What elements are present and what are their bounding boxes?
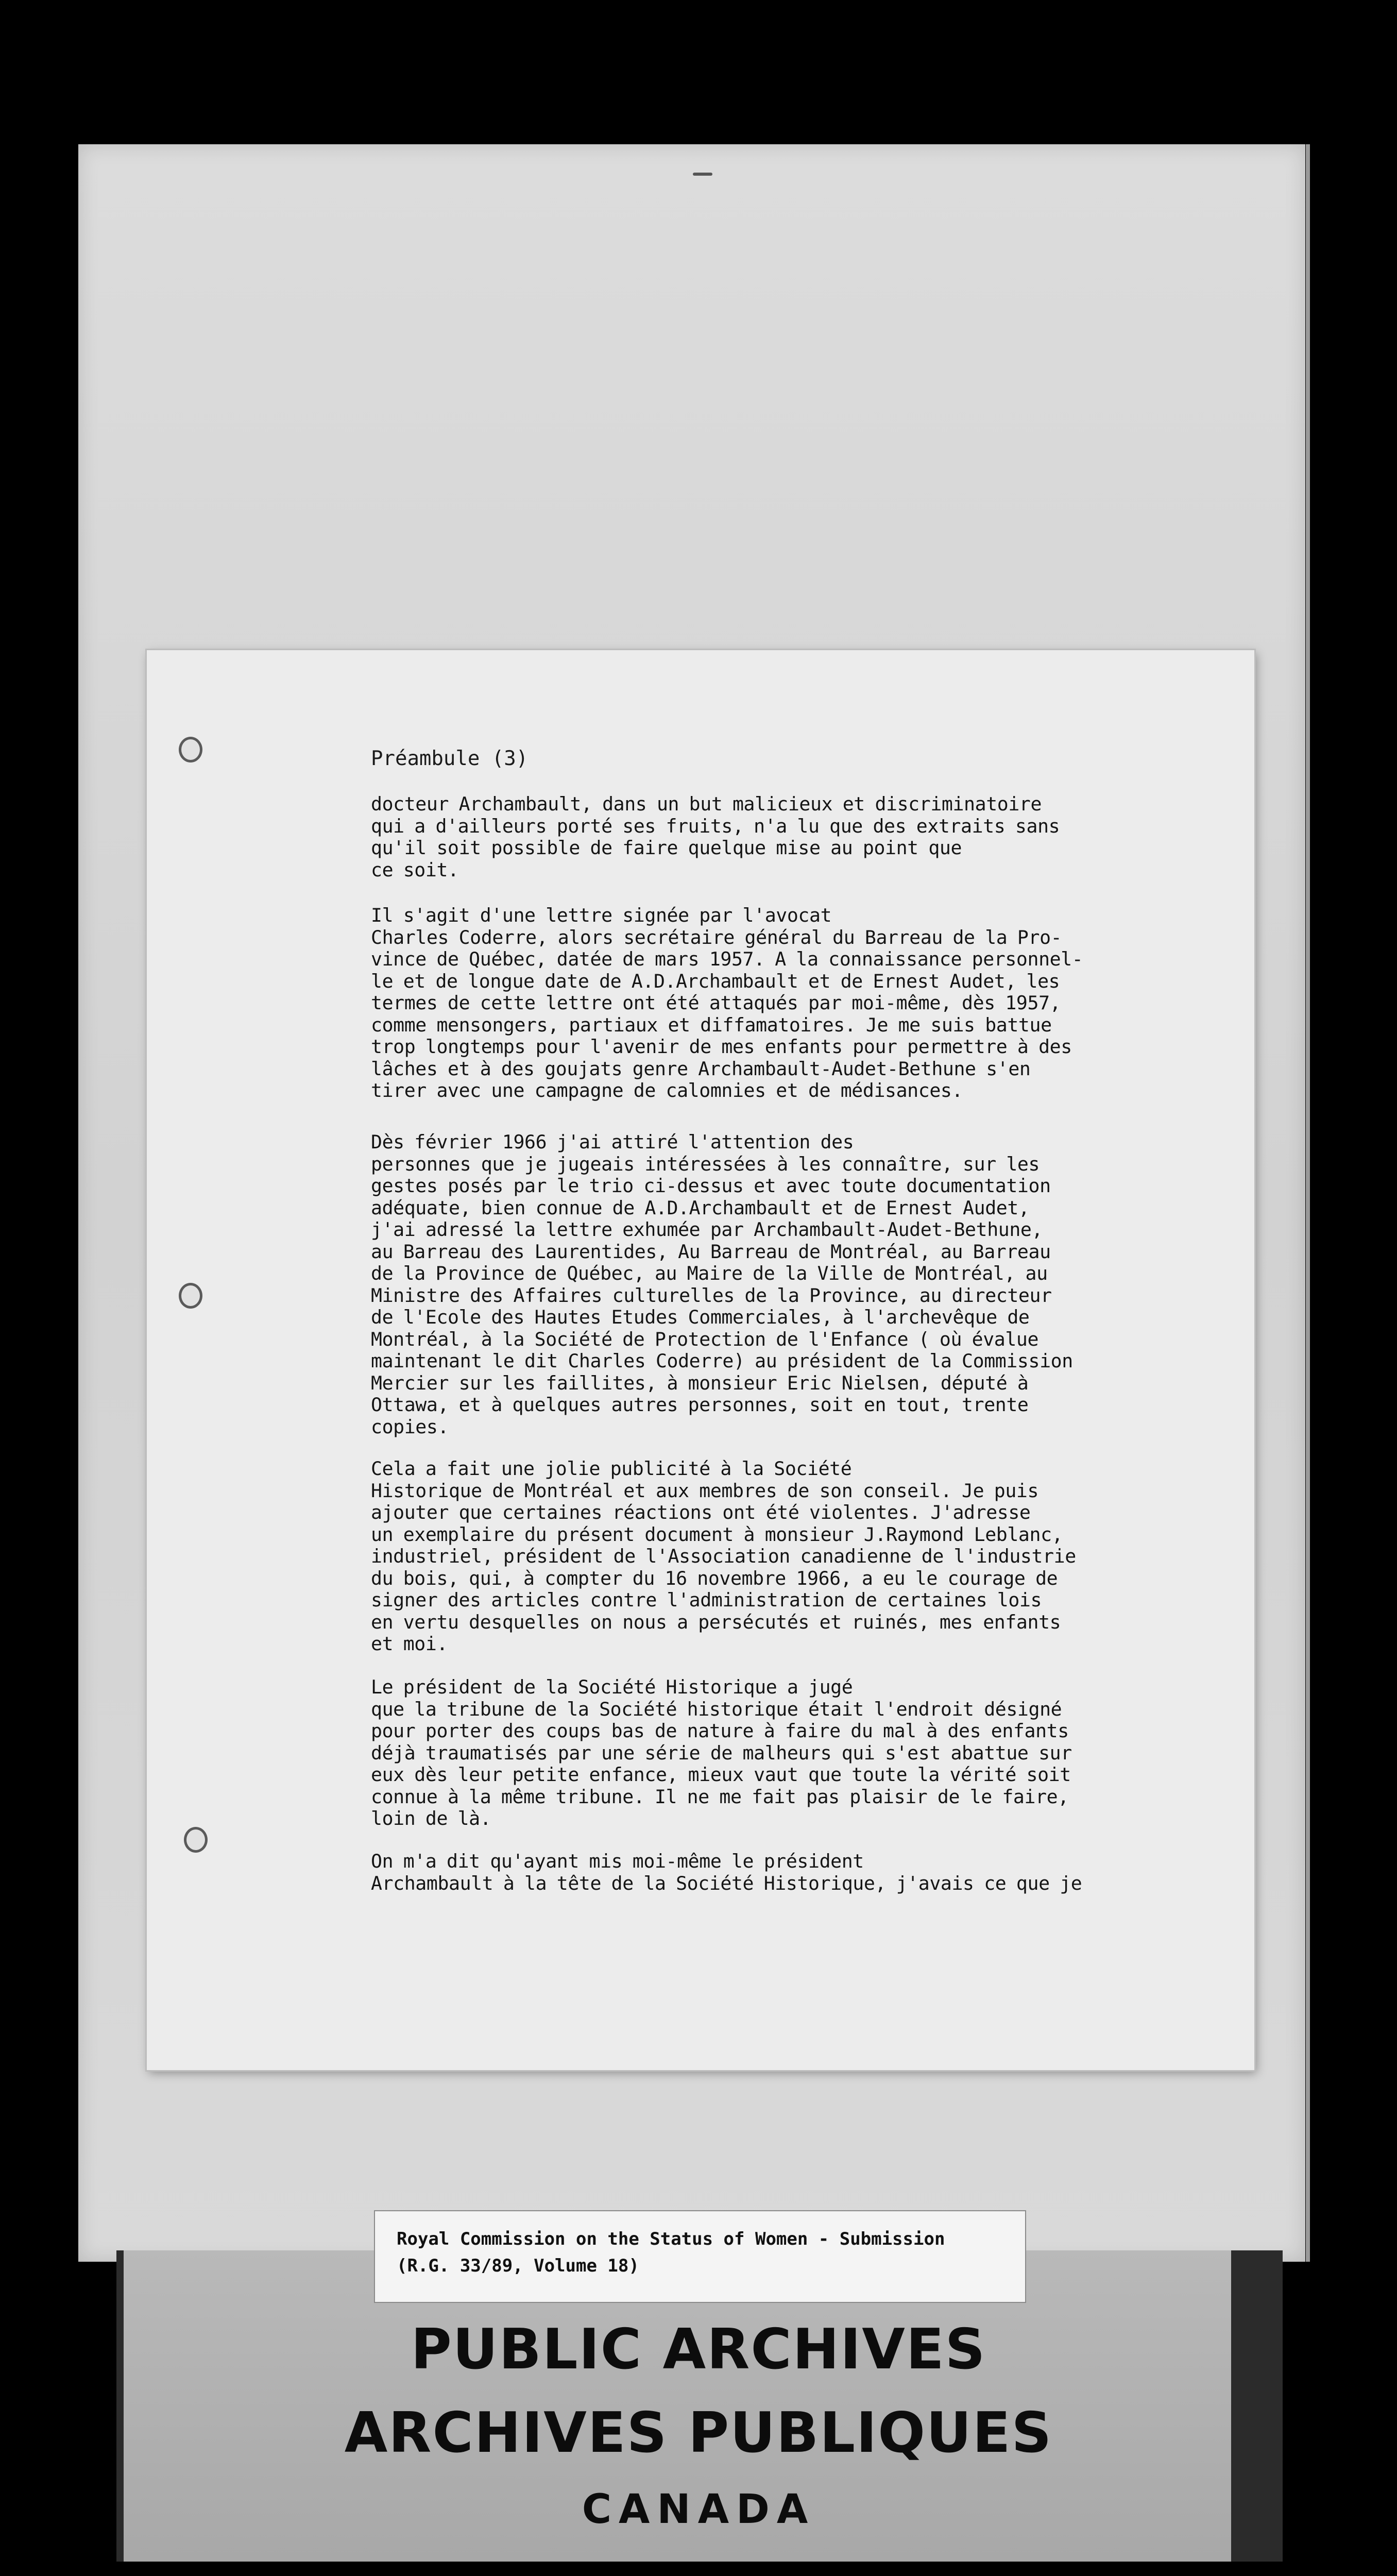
reference-label [375, 2211, 1025, 2302]
paragraph-5: Le président de la Société Historique a jugé que la tribune de la Société historique était l'endroit désigné pour porter des coups bas de nature à faire du mal à des enfants déjà traumatisés par une série de malheurs qui s'est abattue sur eux dès leur petite enfance, mieux vaut que toute la vérité soit connue à la même tribune. Il ne me fait pas plaisir de le faire, loin de là. [371, 1676, 1072, 1829]
punch-hole-middle [179, 1283, 202, 1309]
archives-line-country: CANADA [582, 2486, 815, 2533]
paragraph-6: On m'a dit qu'ayant mis moi-même le président Archambault à la tête de la Société Historique, j'avais ce que je [371, 1850, 1082, 1894]
archives-line-english: PUBLIC ARCHIVES [411, 2317, 986, 2382]
paragraph-1: docteur Archambault, dans un but malicieux et discriminatoire qui a d'ailleurs porté ses fruits, n'a lu que des extraits sans qu'il soit possible de faire quelque mise au point que ce soit. [371, 793, 1060, 881]
paragraph-3: Dès février 1966 j'ai attiré l'attention des personnes que je jugeais intéressées à les connaître, sur les gestes posés par le trio ci-dessus et avec toute documentation adéquate, bien connue de A.D.Archambault et de Ernest Audet, j'ai adressé la lettre exhumée par Archambault-Audet-Bethune, au Barreau des Laurentides, Au Barreau de Montréal, au Barreau de la Province de Québec, au Maire de la Ville de Montréal, au Ministre des Affaires culturelles de la Province, au directeur de l'Ecole des Hautes Etudes Commerciales, à l'archevêque de Montréal, à la Société de Protection de l'Enfance ( où évalue maintenant le dit Charles Coderre) au président de la Commission Mercier sur les faillites, à monsieur Eric Nielsen, député à Ottawa, et à quelques autres personnes, soit en tout, trente copies. [371, 1131, 1073, 1438]
punch-hole-top [179, 737, 202, 762]
punch-hole-bottom [184, 1827, 208, 1853]
reference-volume: (R.G. 33/89, Volume 18) [397, 2256, 639, 2276]
backing-fold-edge [1306, 144, 1310, 2262]
paragraph-2: Il s'agit d'une lettre signée par l'avocat Charles Coderre, alors secrétaire général du Barreau de la Pro- vince de Québec, datée de mars 1957. A la connaissance personnel- le et de longue date de A.D.Archambault et de Ernest Audet, les termes de cette lettre ont été attaqués par moi-même, dès 1957, comme mensongers, partiaux et diffamatoires. Je me suis battue trop longtemps pour l'avenir de mes enfants pour permettre à des lâches et à des goujats genre Archambault-Audet-Bethune s'en tirer avec une campagne de calomnies et de médisances. [371, 904, 1083, 1101]
archives-line-french: ARCHIVES PUBLIQUES [344, 2401, 1053, 2465]
backing-sheet-mark [693, 173, 712, 176]
reference-title: Royal Commission on the Status of Women - Submission [397, 2229, 945, 2249]
page-heading: Préambule (3) [371, 747, 529, 770]
paragraph-4: Cela a fait une jolie publicité à la Société Historique de Montréal et aux membres de son conseil. Je puis ajouter que certaines réactions ont été violentes. J'adresse un exemplaire du présent document à monsieur J.Raymond Leblanc, industriel, président de l'Association canadienne de l'industrie du bois, qui, à compter du 16 novembre 1966, a eu le courage de signer des articles contre l'administration de certaines lois en vertu desquelles on nous a persécutés et ruinés, mes enfants et moi. [371, 1458, 1076, 1655]
